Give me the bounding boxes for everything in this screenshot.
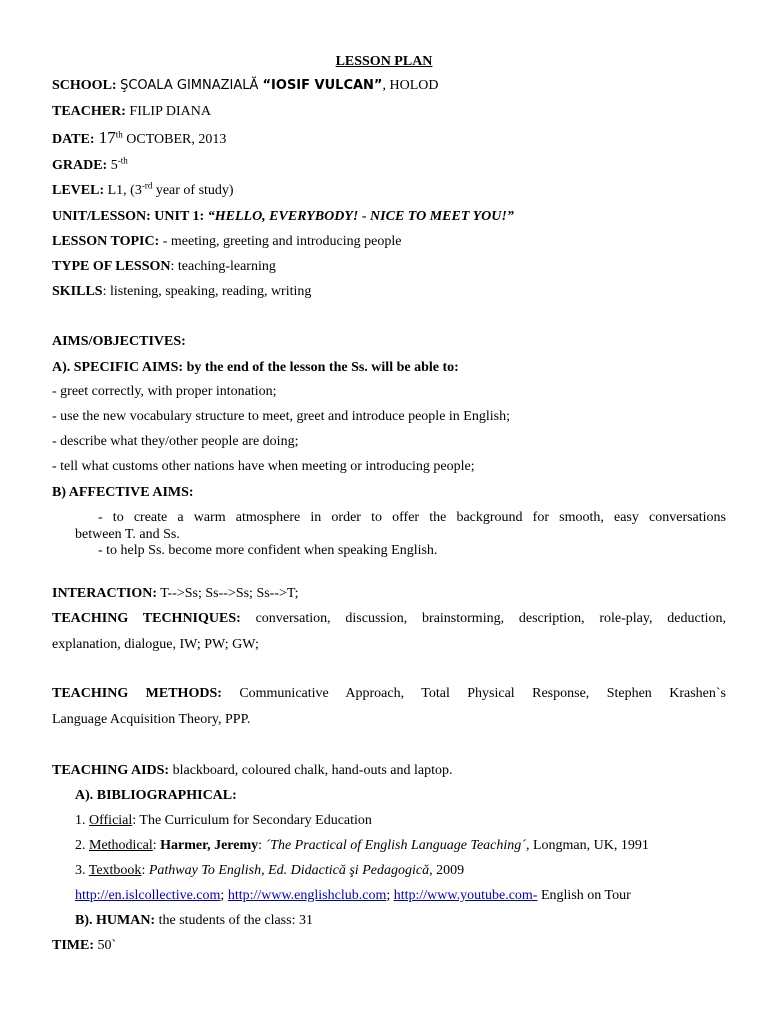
- interaction-label: INTERACTION:: [52, 586, 158, 601]
- human-label: B). HUMAN:: [75, 913, 156, 928]
- biblio-author: Harmer, Jeremy: [160, 838, 259, 853]
- school-label: SCHOOL:: [52, 78, 117, 93]
- level-rest: year of study): [152, 183, 234, 198]
- link-youtube[interactable]: http://www.youtube.com-: [393, 888, 538, 903]
- link-tail-text: English on Tour: [537, 888, 631, 903]
- lesson-type-label: TYPE OF LESSON: [52, 259, 171, 274]
- biblio-links: http://en.islcollective.com; http://www.englishclub.com; http://www.youtube.com- English on Tour: [75, 888, 631, 903]
- date-day-suffix: th: [115, 129, 123, 140]
- biblio-item-official: 1. Official: The Curriculum for Secondary Education: [75, 813, 372, 828]
- biblio-official-label: Official: [89, 813, 133, 828]
- date-day: 17: [94, 128, 116, 147]
- methods-line: [52, 685, 726, 703]
- affective-aim-item: - to help Ss. become more confident when speaking English.: [98, 543, 438, 558]
- bibliographical-heading: A). BIBLIOGRAPHICAL:: [75, 788, 237, 803]
- biblio-item-methodical: 2. Methodical: Harmer, Jeremy: ´The Practical of English Language Teaching´, Longman, UK, 1991: [75, 838, 649, 853]
- topic-line: [52, 233, 726, 251]
- time-label: TIME:: [52, 938, 94, 953]
- level-line: [52, 182, 726, 200]
- lesson-type-line: [52, 258, 726, 276]
- skills-line: [52, 283, 726, 301]
- date-line: [52, 129, 726, 149]
- aims-heading: AIMS/OBJECTIVES:: [52, 334, 186, 349]
- specific-aim-item: - greet correctly, with proper intonation;: [52, 384, 277, 399]
- aids-label: TEACHING AIDS:: [52, 763, 170, 778]
- techniques-value: conversation, discussion, brainstorming, description, role-play, deduction,: [240, 611, 726, 626]
- biblio-methodical-label: Methodical: [89, 838, 153, 853]
- unit-line: [52, 208, 726, 226]
- grade-value: 5: [107, 158, 118, 173]
- aids-line: [52, 762, 726, 780]
- date-rest: OCTOBER, 2013: [122, 132, 227, 147]
- biblio-textbook-label: Textbook: [88, 863, 142, 878]
- specific-aim-item: - tell what customs other nations have when meeting or introducing people;: [52, 459, 475, 474]
- time-value: 50`: [94, 938, 117, 953]
- level-label: LEVEL:: [52, 183, 105, 198]
- specific-aim-item: - describe what they/other people are doing;: [52, 434, 299, 449]
- skills-label: SKILLS: [52, 284, 103, 299]
- specific-aims-heading: A). SPECIFIC AIMS: by the end of the lesson the Ss. will be able to:: [52, 360, 459, 375]
- methods-value: Communicative Approach, Total Physical Response, Stephen Krashen`s: [221, 686, 726, 701]
- time-line: [52, 937, 726, 955]
- school-name: ŞCOALA GIMNAZIALĂ “IOSIF VULCAN”: [120, 78, 383, 93]
- biblio-book-title: ´The Practical of English Language Teaching´: [265, 838, 526, 853]
- date-label: DATE:: [52, 132, 95, 147]
- techniques-line-cont: explanation, dialogue, IW; PW; GW;: [52, 637, 259, 652]
- teacher-label: TEACHER:: [52, 104, 126, 119]
- interaction-value: T-->Ss; Ss-->Ss; Ss-->T;: [157, 586, 299, 601]
- specific-aim-item: - use the new vocabulary structure to meet, greet and introduce people in English;: [52, 409, 510, 424]
- affective-aims-heading: B) AFFECTIVE AIMS:: [52, 485, 194, 500]
- level-value: L1, (3: [104, 183, 142, 198]
- topic-label: LESSON TOPIC:: [52, 234, 160, 249]
- grade-line: [52, 157, 726, 175]
- unit-label: UNIT/LESSON: UNIT 1:: [52, 209, 208, 224]
- methods-label: TEACHING METHODS:: [52, 686, 222, 701]
- biblio-item-textbook: 3. Textbook: Pathway To English, Ed. Didactică şi Pedagogică, 2009: [75, 863, 465, 878]
- page-title: LESSON PLAN: [335, 54, 433, 69]
- interaction-line: [52, 585, 726, 603]
- techniques-line: [52, 610, 726, 628]
- school-location: , HOLOD: [382, 78, 439, 93]
- grade-label: GRADE:: [52, 158, 108, 173]
- affective-aim-item-cont: between T. and Ss.: [75, 527, 180, 542]
- topic-value: - meeting, greeting and introducing people: [159, 234, 402, 249]
- methods-line-cont: Language Acquisition Theory, PPP.: [52, 712, 251, 727]
- teacher-value: FILIP DIANA: [125, 104, 211, 119]
- school-line: [52, 77, 726, 95]
- aids-value: blackboard, coloured chalk, hand-outs and laptop.: [169, 763, 453, 778]
- grade-suffix: -th: [117, 155, 128, 166]
- teacher-line: [52, 103, 726, 121]
- link-islcollective[interactable]: http://en.islcollective.com: [75, 888, 221, 903]
- techniques-label: TEACHING TECHNIQUES:: [52, 611, 241, 626]
- level-suffix: -rd: [141, 180, 153, 191]
- affective-aim-item: - to create a warm atmosphere in order to offer the background for smooth, easy conversations: [98, 510, 726, 525]
- human-value: the students of the class: 31: [155, 913, 313, 928]
- skills-value: : listening, speaking, reading, writing: [102, 284, 312, 299]
- unit-title: “HELLO, EVERYBODY! - NICE TO MEET YOU!”: [207, 209, 514, 224]
- human-line: [75, 912, 726, 930]
- biblio-textbook-title: Pathway To English, Ed. Didactică şi Pedagogică: [148, 863, 430, 878]
- link-englishclub[interactable]: http://www.englishclub.com: [227, 888, 387, 903]
- lesson-type-value: : teaching-learning: [170, 259, 276, 274]
